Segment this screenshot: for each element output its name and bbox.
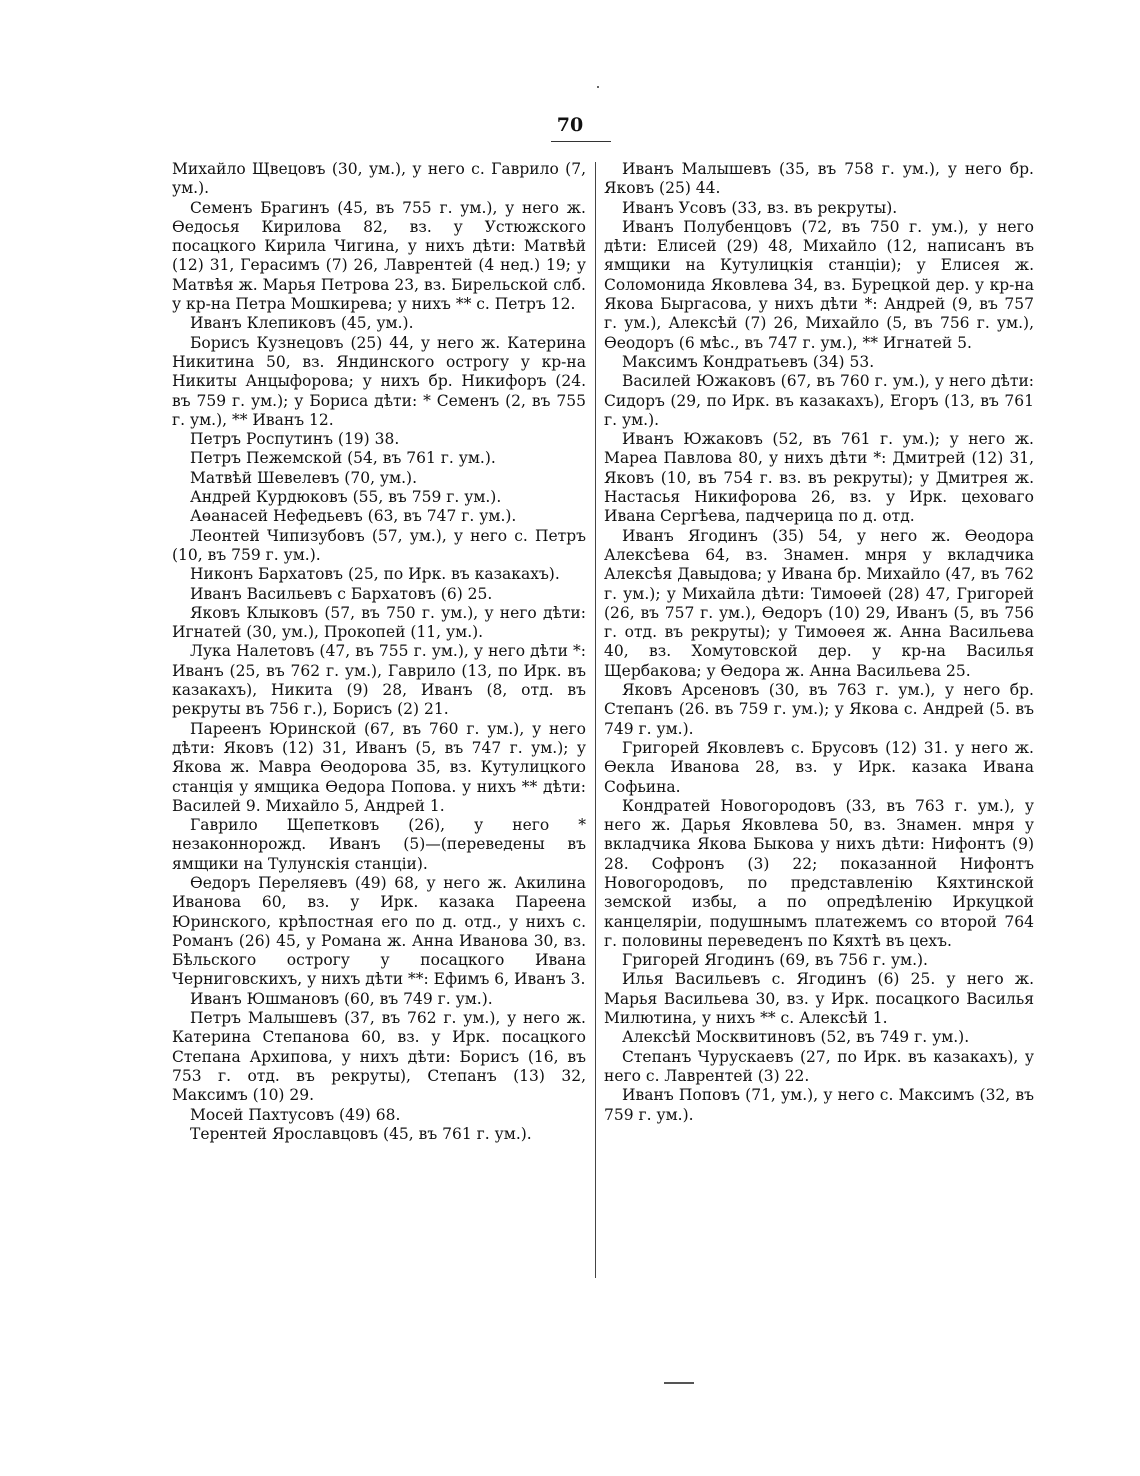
- entry: Пареенъ Юринской (67, въ 760 г. ум.), у него дѣти: Яковъ (12) 31, Иванъ (5, въ 747 г. ум.); у Якова ж. Мавра Өеодорова 35, вз. Кутулицкого станція у ямщика Өедора Попова. у нихъ ** дѣти: Василей 9. Михайло 5, Андрей 1.: [172, 719, 586, 815]
- entry: Григорей Яковлевъ с. Брусовъ (12) 31. у него ж. Өекла Иванова 28, вз. у Ирк. казака Ивана Софьина.: [604, 738, 1034, 796]
- entry: Кондратей Новогородовъ (33, въ 763 г. ум.), у него ж. Дарья Яковлева 50, вз. Знамен. мнря у вкладчика Якова Быкова у нихъ дѣти: Нифонтъ (9) 28. Софронъ (3) 22; показанной Нифонтъ Новогородовъ, по представленію Кяхтинской земской избы, а по опредѣленію Иркуцкой канцеляріи, подушнымъ платежемъ со второй 764 г. половины переведенъ по Кяхтѣ въ цехъ.: [604, 796, 1034, 950]
- entry: Леонтей Чипизубовъ (57, ум.), у него с. Петръ (10, въ 759 г. ум.).: [172, 526, 586, 564]
- left-column: [172, 160, 586, 1144]
- entry: Никонъ Бархатовъ (25, по Ирк. въ казакахъ).: [190, 565, 560, 584]
- entry: Иванъ Полубенцовъ (72, въ 750 г. ум.), у него дѣти: Елисей (29) 48, Михайло (12, написанъ въ ямщики на Кутулицкія станціи); у Елисея ж. Соломонида Яковлева 34, вз. Бурецкой дер. у кр-на Якова Быргасова, у нихъ дѣти *: Андрей (9, въ 757 г. ум.), Алексѣй (7) 26, Михайло (5, въ 756 г. ум.), Өеодоръ (6 мѣс., въ 747 г. ум.), ** Игнатей 5.: [604, 217, 1034, 352]
- entry: Алексѣй Москвитиновъ (52, въ 749 г. ум.).: [622, 1028, 970, 1047]
- entry: Андрей Курдюковъ (55, въ 759 г. ум.).: [190, 488, 502, 507]
- entry: Гаврило Щепетковъ (26), у него * незаконнорожд. Иванъ (5)—(переведены въ ямщики на Тулунскія станціи).: [172, 816, 586, 873]
- scan-mark: [597, 86, 599, 88]
- entry: Григорей Ягодинъ (69, въ 756 г. ум.).: [622, 951, 928, 970]
- entry: Петръ Роспутинъ (19) 38.: [190, 430, 400, 449]
- entry: Яковъ Арсеновъ (30, въ 763 г. ум.), у него бр. Степанъ (26. въ 759 г. ум.); у Якова с. Андрей (5. въ 749 г. ум.).: [604, 681, 1034, 738]
- page-number: 70: [556, 114, 584, 136]
- entry: Мосей Пахтусовъ (49) 68.: [190, 1105, 401, 1124]
- entry: Иванъ Васильевъ с Бархатовъ (6) 25.: [190, 584, 493, 603]
- entry: Терентей Ярославцовъ (45, въ 761 г. ум.).: [190, 1124, 532, 1143]
- entry: Борисъ Кузнецовъ (25) 44, у него ж. Катерина Никитина 50, вз. Яндинского острогу у кр-на Никиты Анцыфорова; у нихъ бр. Никифоръ (24. въ 759 г. ум.); у Бориса дѣти: * Семенъ (2, въ 755 г. ум.), ** Иванъ 12.: [172, 333, 586, 429]
- entry: Максимъ Кондратьевъ (34) 53.: [622, 352, 875, 371]
- entry: Матвѣй Шевелевъ (70, ум.).: [190, 468, 418, 487]
- entry: Семенъ Брагинъ (45, въ 755 г. ум.), у него ж. Өедосья Кирилова 82, вз. у Устюжского посацкого Кирила Чигина, у нихъ дѣти: Матвѣй (12) 31, Герасимъ (7) 26, Лаврентей (4 нед.) 19; у Матвѣя ж. Марья Петрова 23, вз. Бирельской слб. у кр-на Петра Мошкирева; у нихъ ** с. Петръ 12.: [172, 198, 586, 314]
- entry: Петръ Пежемской (54, въ 761 г. ум.).: [190, 449, 496, 468]
- entry: Василей Южаковъ (67, въ 760 г. ум.), у него дѣти: Сидоръ (29, по Ирк. въ казакахъ), Егоръ (13, въ 761 г. ум.).: [604, 372, 1034, 429]
- entry: Петръ Малышевъ (37, въ 762 г. ум.), у него ж. Катерина Степанова 60, вз. у Ирк. посацкого Степана Архипова, у нихъ дѣти: Борисъ (16, въ 753 г. отд. въ рекруты), Степанъ (13) 32, Максимъ (10) 29.: [172, 1009, 586, 1105]
- entry: Иванъ Малышевъ (35, въ 758 г. ум.), у него бр. Яковъ (25) 44.: [604, 160, 1034, 198]
- entry: Иванъ Клепиковъ (45, ум.).: [190, 314, 414, 333]
- right-column: [604, 160, 1034, 1125]
- entry: Лука Налетовъ (47, въ 755 г. ум.), у него дѣти *: Иванъ (25, въ 762 г. ум.), Гаврило (13, по Ирк. въ казакахъ), Никита (9) 28, Иванъ (8, отд. въ рекруты въ 756 г.), Борисъ (2) 21.: [172, 642, 586, 719]
- entry: Өедоръ Переляевъ (49) 68, у него ж. Акилина Иванова 60, вз. у Ирк. казака Пареена Юринского, крѣпостная его по д. отд., у нихъ с. Романъ (26) 45, у Романа ж. Анна Иванова 30, вз. Бѣльского острогу у посацкого Ивана Черниговскихъ, у нихъ дѣти **: Ефимъ 6, Иванъ 3.: [172, 873, 586, 989]
- column-divider: [595, 162, 596, 1278]
- entry: Михайло Щвецовъ (30, ум.), у него с. Гаврило (7, ум.).: [172, 160, 586, 198]
- entry: Илья Васильевъ с. Ягодинъ (6) 25. у него ж. Марья Васильева 30, вз. у Ирк. посацкого Василья Милютина, у нихъ ** с. Алексѣй 1.: [604, 970, 1034, 1028]
- entry: Иванъ Юшмановъ (60, въ 749 г. ум.).: [190, 989, 493, 1008]
- entry: Иванъ Ягодинъ (35) 54, у него ж. Өеодора Алексѣева 64, вз. Знамен. мнря у вкладчика Алексѣя Давыдова; у Ивана бр. Михайло (47, въ 762 г. ум.); у Михайла дѣти: Тимоөей (28) 47, Григорей (26, въ 757 г. ум.), Өедоръ (10) 29, Иванъ (5, въ 756 г. отд. въ рекруты); у Тимоөея ж. Анна Васильева 40, вз. Хомутовской дер. у кр-на Василья Щербакова; у Өедора ж. Анна Васильева 25.: [604, 526, 1034, 680]
- entry: Степанъ Чурускаевъ (27, по Ирк. въ казакахъ), у него с. Лаврентей (3) 22.: [604, 1047, 1034, 1085]
- entry: Яковъ Клыковъ (57, въ 750 г. ум.), у него дѣти: Игнатей (30, ум.), Прокопей (11, ум.).: [172, 603, 586, 642]
- entry: Иванъ Поповъ (71, ум.), у него с. Максимъ (32, въ 759 г. ум.).: [604, 1086, 1034, 1124]
- entry: Иванъ Южаковъ (52, въ 761 г. ум.); у него ж. Мареа Павлова 80, у нихъ дѣти *: Дмитрей (12) 31, Яковъ (10, въ 754 г. вз. въ рекруты); у Дмитрея ж. Настасья Никифорова 26, вз. у Ирк. цеховаго Ивана Сергѣева, падчерица по д. отд.: [604, 430, 1034, 526]
- entry: Иванъ Усовъ (33, вз. въ рекруты).: [622, 198, 898, 217]
- page-number-underline: [551, 141, 611, 142]
- footer-rule: [664, 1382, 694, 1384]
- entry: Аөанасей Нефедьевъ (63, въ 747 г. ум.).: [190, 507, 517, 526]
